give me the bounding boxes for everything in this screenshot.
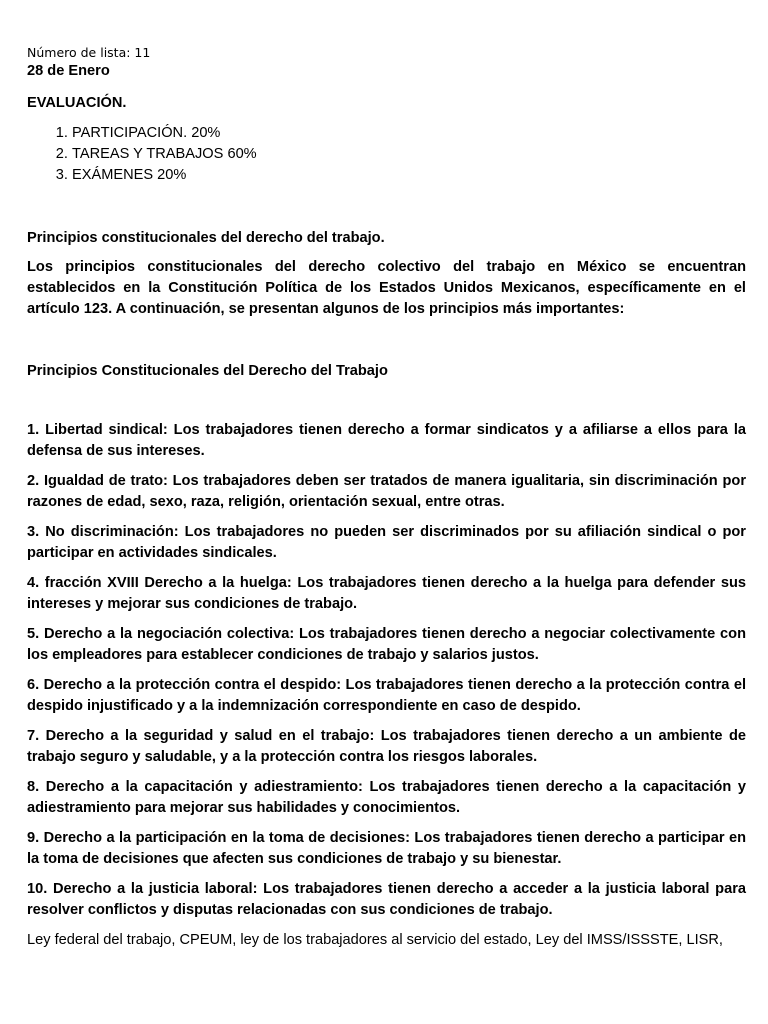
- principle-item: 5. Derecho a la negociación colectiva: Los trabajadores tienen derecho a negociar colectivamente con los empleadores para establecer condiciones de trabajo y salarios justos.: [27, 626, 746, 663]
- principle-item: 4. fracción XVIII Derecho a la huelga: Los trabajadores tienen derecho a la huelga para defender sus intereses y mejorar sus condiciones de trabajo.: [27, 575, 746, 612]
- principle-item: 2. Igualdad de trato: Los trabajadores deben ser tratados de manera igualitaria, sin discriminación por razones de edad, sexo, raza, religión, orientación sexual, entre otras.: [27, 473, 746, 510]
- evaluation-title: EVALUACIÓN.: [27, 95, 127, 111]
- principle-item: 8. Derecho a la capacitación y adiestramiento: Los trabajadores tienen derecho a la capacitación y adiestramiento para mejorar sus habilidades y conocimientos.: [27, 779, 746, 816]
- principle-item: 3. No discriminación: Los trabajadores no pueden ser discriminados por su afiliación sindical o por participar en actividades sindicales.: [27, 524, 746, 561]
- evaluation-list: [27, 123, 746, 186]
- evaluation-item-exams: 3. EXÁMENES 20%: [72, 165, 746, 186]
- section-subtitle: Principios Constitucionales del Derecho del Trabajo: [27, 363, 388, 379]
- evaluation-item-participation: 1. PARTICIPACIÓN. 20%: [72, 123, 746, 144]
- date-heading: 28 de Enero: [27, 63, 110, 79]
- document-page: [27, 44, 746, 951]
- laws-reference: Ley federal del trabajo, CPEUM, ley de los trabajadores al servicio del estado, Ley del IMSS/ISSSTE, LISR,: [27, 932, 723, 948]
- list-number: Número de lista: 11: [27, 45, 151, 60]
- principle-item: 7. Derecho a la seguridad y salud en el trabajo: Los trabajadores tienen derecho a un ambiente de trabajo seguro y saludable, y a la protección contra los riesgos laborales.: [27, 728, 746, 765]
- principle-item: 10. Derecho a la justicia laboral: Los trabajadores tienen derecho a acceder a la justicia laboral para resolver conflictos y disputas relacionadas con sus condiciones de trabajo.: [27, 881, 746, 918]
- principles-list: [27, 420, 746, 921]
- principle-item: 9. Derecho a la participación en la toma de decisiones: Los trabajadores tienen derecho a participar en la toma de decisiones que afecten sus condiciones de trabajo y su bienestar.: [27, 830, 746, 867]
- principle-item: 6. Derecho a la protección contra el despido: Los trabajadores tienen derecho a la protección contra el despido injustificado y a la indemnización correspondiente en caso de despido.: [27, 677, 746, 714]
- evaluation-item-homework: 2. TAREAS Y TRABAJOS 60%: [72, 144, 746, 165]
- principle-item: 1. Libertad sindical: Los trabajadores tienen derecho a formar sindicatos y a afiliarse a ellos para la defensa de sus intereses.: [27, 422, 746, 459]
- section-intro: Los principios constitucionales del derecho colectivo del trabajo en México se encuentran establecidos en la Constitución Política de los Estados Unidos Mexicanos, específicamente en el artículo 123. A continuación, se presentan algunos de los principios más importantes:: [27, 259, 746, 317]
- section-title: Principios constitucionales del derecho del trabajo.: [27, 230, 385, 246]
